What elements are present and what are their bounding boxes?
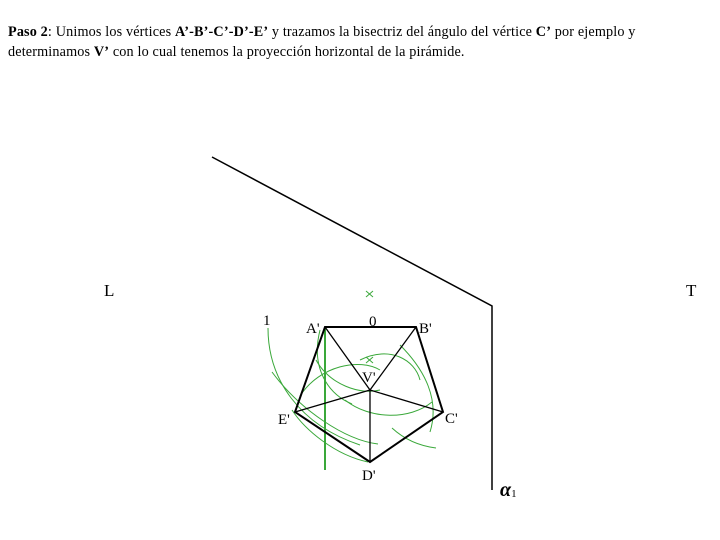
alpha-subscript: 1 [511,488,517,500]
label-vertex-e: E' [278,412,290,428]
vertex-v-label: V’ [93,44,110,60]
construction-arc-8 [400,345,433,432]
step-label: Paso 2 [8,24,48,40]
label-L: L [104,281,115,300]
pentagon-base [295,327,443,462]
construction-arc-7 [345,400,432,415]
caption-text-2: y trazamos la bisectriz del ángulo del vértice [268,24,536,40]
vertex-c-label: C’ [535,24,552,40]
vertices-label: A’-B’-C’-D’-E’ [174,24,269,40]
alpha-symbol: α [500,479,512,501]
label-zero: 0 [369,314,377,330]
caption-text-4: con lo cual tenemos la proyección horizontal de la pirámide. [109,44,465,60]
frontal-trace-line [212,157,492,490]
label-vertex-a: A' [306,321,320,337]
label-T: T [686,281,697,300]
caption-text-3: por ejemplo y determinamos [8,24,636,60]
label-one: 1 [263,313,271,329]
label-alpha [500,479,517,501]
edge-b-v [370,327,416,390]
caption-text-1: Unimos los vértices [52,24,175,40]
step-separator: : [47,24,53,40]
label-vertex-v: V' [362,370,376,386]
label-vertex-c: C' [445,411,458,427]
label-vertex-d: D' [362,468,376,484]
label-vertex-b: B' [419,321,432,337]
